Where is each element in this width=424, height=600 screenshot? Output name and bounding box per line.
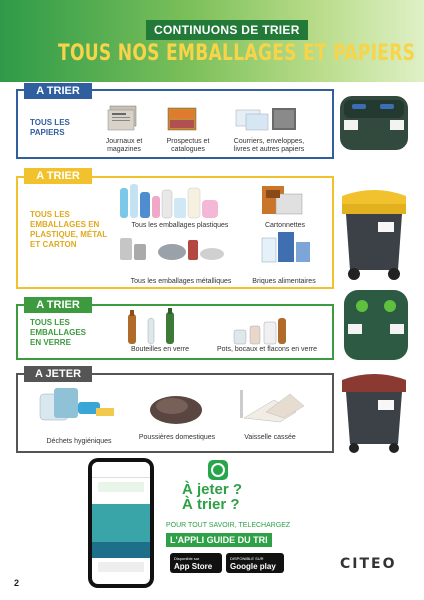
app-store-label: App Store xyxy=(174,562,213,571)
category-papers: TOUS LES PAPIERS xyxy=(30,118,70,137)
app-title xyxy=(182,482,242,512)
category-plastic: TOUS LES EMBALLAGES EN PLASTIQUE, MÉTAL ET CARTON xyxy=(30,210,108,249)
food-carton-icon xyxy=(262,232,310,262)
phone-mockup xyxy=(88,458,154,588)
header-kicker: CONTINUONS DE TRIER xyxy=(146,20,308,40)
item-label: Journaux et magazines xyxy=(105,138,143,153)
newspaper-icon xyxy=(108,106,136,130)
item-label: Déchets hygiéniques xyxy=(46,438,112,445)
tag-papers: A TRIER xyxy=(24,83,92,99)
glass-illustrations xyxy=(118,308,314,346)
header-headline: TOUS NOS EMBALLAGES ET PAPIERS xyxy=(58,41,416,66)
dust-icon xyxy=(150,396,202,424)
hygiene-waste-icon xyxy=(40,388,114,420)
app-title-line2: À trier ? xyxy=(182,496,240,513)
google-play-small: DISPONIBLE SUR xyxy=(230,556,264,561)
app-title-line1: À jeter ? xyxy=(182,481,243,498)
item-label: Prospectus et catalogues xyxy=(166,138,210,153)
page-number: 2 xyxy=(14,578,20,588)
item-label: Tous les emballages plastiques xyxy=(131,222,229,229)
broken-dishes-icon xyxy=(240,390,304,422)
tag-plastic: A TRIER xyxy=(24,168,92,184)
app-name: L'APPLI GUIDE DU TRI xyxy=(166,533,272,547)
app-logo-icon xyxy=(208,460,228,480)
brochure-icon xyxy=(168,108,196,130)
envelope-icon xyxy=(236,108,296,130)
trash-illustrations xyxy=(34,382,324,432)
item-label: Briques alimentaires xyxy=(252,278,316,285)
page-header xyxy=(0,0,424,82)
tag-glass: A TRIER xyxy=(24,297,92,313)
item-label: Cartonnettes xyxy=(264,222,306,229)
item-label: Vaisselle cassée xyxy=(244,434,296,441)
item-label: Tous les emballages métalliques xyxy=(130,278,232,285)
tag-trash: A JETER xyxy=(24,366,92,382)
plastic-bottles-icon xyxy=(120,184,218,218)
google-play-badge[interactable] xyxy=(226,553,284,573)
glass-container-bin xyxy=(340,286,412,364)
item-label: Courriers, enveloppes, livres et autres papiers xyxy=(233,138,305,153)
yellow-lid-bin xyxy=(336,186,412,282)
metal-cans-icon xyxy=(120,238,224,260)
citeo-logo: CITEO xyxy=(340,556,397,572)
glass-bottles-icon xyxy=(128,308,174,344)
google-play-label: Google play xyxy=(230,562,276,571)
red-lid-bin xyxy=(336,370,412,454)
papers-illustrations xyxy=(96,100,326,140)
category-glass: TOUS LES EMBALLAGES EN VERRE xyxy=(30,318,86,347)
item-label: Bouteilles en verre xyxy=(131,346,189,353)
app-store-badge[interactable] xyxy=(170,553,222,573)
paper-container-bin xyxy=(336,90,412,154)
item-label: Poussières domestiques xyxy=(138,434,216,441)
glass-jars-icon xyxy=(234,318,286,344)
app-store-small: Disponible sur xyxy=(174,556,200,561)
phone-screen xyxy=(92,462,150,584)
cardboard-box-icon xyxy=(262,186,302,214)
app-cta: POUR TOUT SAVOIR, TELECHARGEZ xyxy=(166,522,291,529)
item-label: Pots, bocaux et flacons en verre xyxy=(217,346,317,353)
